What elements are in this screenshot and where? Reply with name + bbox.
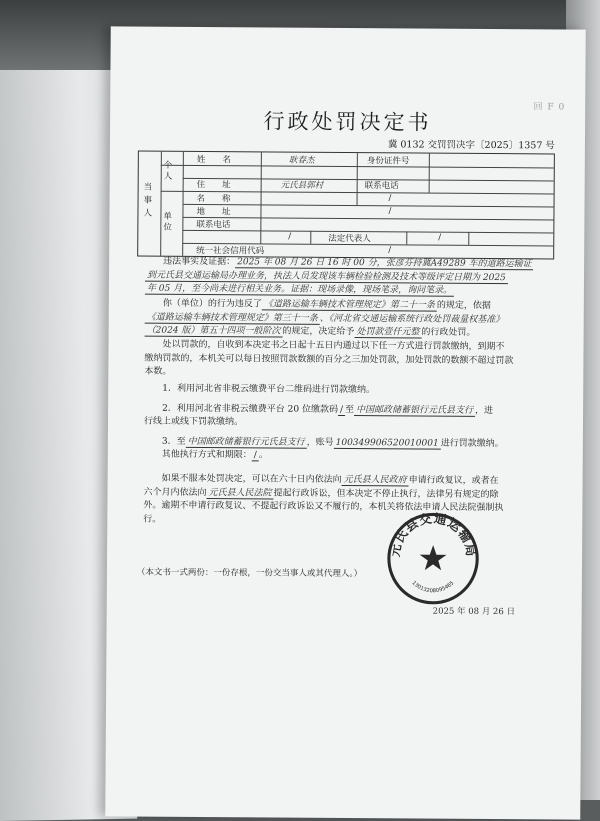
- payment-methods: [144, 383, 556, 465]
- footer-note: （本文书一式两份：一份存根，一份交当事人或其代理人。）: [136, 567, 363, 580]
- method2-to: 至: [345, 404, 355, 415]
- individual-label: 个人: [163, 160, 173, 182]
- basis-clause: （2024 版）第五十四项一般阶次: [145, 326, 283, 338]
- address-label: 住 址: [196, 179, 231, 191]
- penalty-amount: 处罚款壹仟元整: [354, 327, 421, 338]
- facts-text-3: 年 05 月，至今尚未进行相关业务。证据：现场录像，现场笔录，询问笔录。: [145, 284, 454, 297]
- id-label: 身份证件号: [366, 156, 410, 167]
- reconsideration-authority: 元氏县人民政府: [342, 475, 409, 486]
- violated-regulation: 《道路运输车辆技术管理规定》第二十一条: [262, 299, 437, 311]
- party-info-table: [137, 151, 555, 260]
- account-label: ，账号: [306, 437, 334, 448]
- document-title: 行政处罚决定书: [263, 109, 432, 135]
- unit-address-value: /: [388, 206, 392, 217]
- legal-rep-value: /: [438, 232, 442, 243]
- appeal-line-2-tail: 提起行政诉讼，但本决定不停止执行，法律另有规定的除: [273, 487, 499, 500]
- payment-method-2-cont: 行线上或线下罚款缴纳。: [143, 416, 244, 428]
- svg-text:13013208095465: [410, 580, 455, 594]
- violation-lead: 你（单位）的行为违反了: [162, 298, 262, 310]
- payment-intro-2: 缴纳罚款的，本机关可以每日按照罚款数额的百分之三加处罚款，加处罚款的数额不超过罚款: [144, 353, 514, 366]
- appeal-line-2: 六个月内依法向: [143, 487, 207, 498]
- method3-bank: 中国邮政储蓄银行元氏县支行: [186, 436, 307, 448]
- payment-method-3: 3．至: [161, 436, 186, 447]
- facts-lead: 违法事实及证据：: [163, 256, 236, 268]
- signature-date: 2025 年 08 月 26 日: [432, 606, 515, 618]
- appeal-line-1-tail: 申请行政复议，或者在: [408, 475, 499, 487]
- payment-code: /: [338, 404, 345, 415]
- payment-bank: 中国邮政储蓄银行元氏县支行: [354, 405, 475, 417]
- other-method-tail: 。: [258, 450, 268, 461]
- basis-regulation: 《道路运输车辆技术管理规定》第三十一条: [145, 312, 320, 324]
- seal-star: [420, 545, 447, 570]
- name-value: 耿春杰: [288, 155, 315, 166]
- basis-regulation-2: 、《河北省交通运输系统行政处罚裁量权基准》: [319, 313, 505, 325]
- facts-text: 2025 年 08 月 26 日 16 时 00 分，张彦芬持冀A49289 车的道路运输证: [235, 257, 534, 270]
- name-label: 姓 名: [196, 154, 231, 166]
- other-method-value: /: [252, 450, 259, 461]
- other-method-label: 其他执行方式和期限：: [161, 449, 252, 461]
- appeal-line-4: 行。: [143, 514, 162, 525]
- decision-lead: 的规定，决定给予: [282, 326, 355, 338]
- litigation-court: 元氏县人民法院: [206, 488, 273, 499]
- unit-phone-value: /: [288, 231, 292, 242]
- violation-tail: 的规定，依据: [436, 300, 491, 312]
- penalty-tail: 的行政处罚。: [421, 327, 476, 338]
- address-value: 元氏县郭村: [280, 180, 324, 191]
- penalty-decision-document: [105, 26, 586, 819]
- credit-code-value: /: [388, 245, 392, 256]
- party-label: 当事人: [143, 182, 153, 219]
- unit-address-label: 地 址: [196, 206, 231, 218]
- payment-intro-1: 处以罚款的，自收到本决定书之日起十五日内通过以下任一方式进行罚款缴纳，到期不: [162, 339, 505, 353]
- payment-method-2: 2．利用河北省非税云缴费平台 20 位缴款码: [162, 403, 339, 415]
- payment-section: [144, 339, 555, 382]
- unit-name-label: 名 称: [196, 193, 231, 205]
- seal-code: 13013208095465: [410, 580, 456, 595]
- document-number: 冀 0132 交罚罚决字〔2025〕1357 号: [387, 139, 555, 152]
- facts-section: [145, 256, 556, 299]
- method3-tail: 进行罚款缴纳。: [440, 438, 504, 449]
- legal-rep-label: 法定代表人: [328, 233, 371, 245]
- violation-section: [145, 298, 556, 341]
- unit-label: 单位: [163, 211, 172, 233]
- appeal-section: [143, 473, 554, 530]
- phone-label: 联系电话: [364, 181, 399, 192]
- credit-code-label: 统一社会信用代码: [196, 245, 265, 257]
- facts-text-2: 到元氏县交通运输局办理业务，执法人员发现该车辆检验检测及技术等级评定日期为 2025: [145, 270, 508, 284]
- official-seal: [385, 510, 482, 607]
- account-number: 100349906520010001: [334, 437, 441, 449]
- unit-name-value: /: [388, 193, 392, 204]
- appeal-line-1: 如果不服本处罚决定，可以在六十日内依法向: [161, 473, 342, 485]
- payment-intro-3: 本数。: [144, 366, 172, 377]
- payment-method-1: 1．利用河北省非税云缴费平台二维码进行罚款缴纳。: [162, 383, 375, 396]
- method2-tail: ，进: [475, 405, 494, 416]
- appeal-line-3: 外。逾期不申请行政复议、不提起行政诉讼又不履行的，本机关将依法申请人民法院强制执: [143, 500, 504, 514]
- unit-phone-label: 联系电话: [196, 219, 231, 231]
- seal-text: 元氏县交通运输局: [386, 510, 480, 559]
- corner-handwriting: 回 F 0: [533, 102, 566, 113]
